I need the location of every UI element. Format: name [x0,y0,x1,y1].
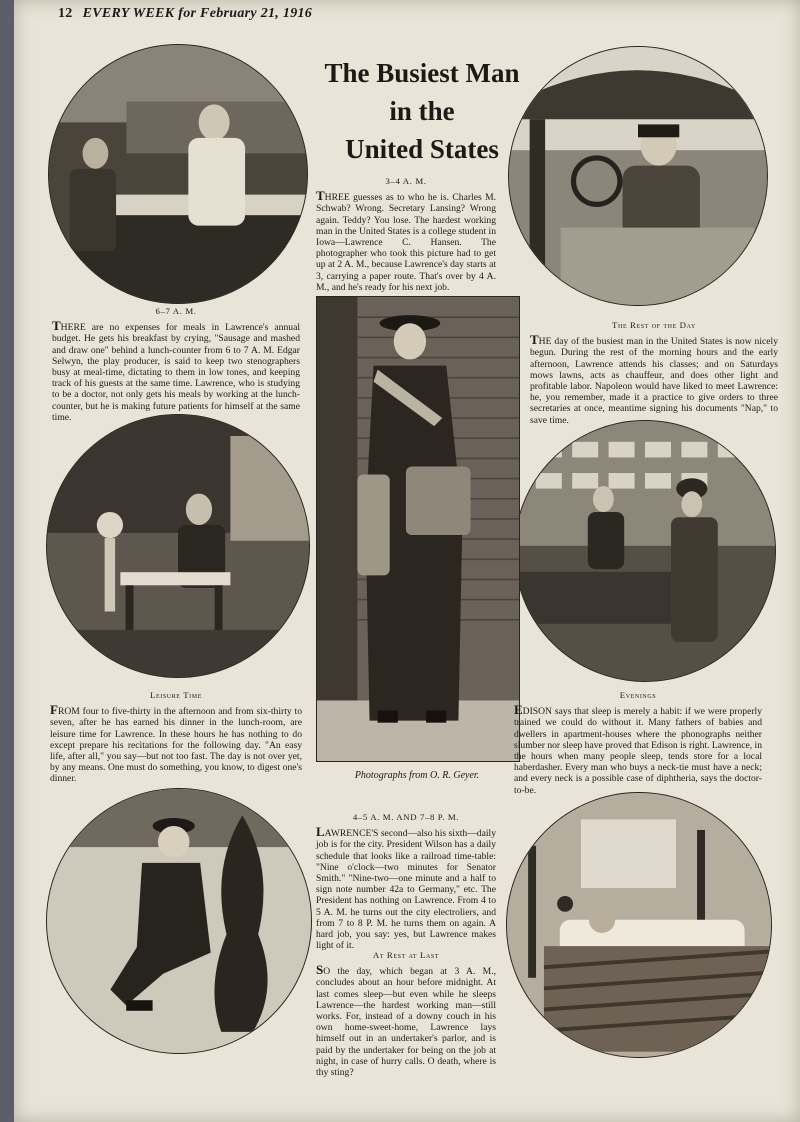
photo-electrolier [46,788,312,1054]
article-title [302,54,542,168]
section-intro [316,176,496,293]
running-header [58,6,312,22]
section-morning-text: THERE are no expenses for meals in Lawrence's annual budget. He gets his breakfast by crying, "Sausage and mashed and draw one" behind a lunch-counter from 6 to 7 A. M. Edgar Selwyn, the play producer, is said to keep two stenographers busy at meal-time, dictating to them in low tones, and keeping track of his guests at the same time. Lawrence, who is studying to be a doctor, not only gets his meals by working at the lunch-counter, but he is making future patients for himself at the same time. [52,318,300,423]
photo-chauffeur [508,46,768,306]
section-evenings [514,690,762,796]
section-late [316,812,496,951]
section-rest-of-day [530,320,778,426]
photo-paper-carrier [316,296,520,762]
section-rest-of-day-heading: The Rest of the Day [612,320,696,330]
running-title: EVERY WEEK for February 21, 1916 [82,6,313,21]
photo-lunch-counter [48,44,308,304]
section-late-heading: 4–5 A. M. AND 7–8 P. M. [352,812,460,822]
title-line-3: United States [345,134,499,164]
magazine-page [14,0,800,1122]
section-rest-of-day-text: THE day of the busiest man in the United States is now nicely begun. During the rest of the morning hours and the early afternoon, Lawrence attends his classes; and on Saturdays mows lawns, acts as chauffeur, and does other light and profitable labor. Napoleon would have liked to meet Lawrence: he, you remember, made it a practice to give orders to three secretaries at once, meantime signing his documents "Nap," to save time. [530,332,778,426]
section-late-text: LAWRENCE'S second—also his sixth—daily job is for the city. President Wilson has a daily schedule that looks like a railroad time-table: "Nine o'clock—two minutes for Senator Smith." "Nine-two—one minute and a half to sign note number 42a to Germany," etc. The President has nothing on Lawrence. From 4 to 5 A. M. he turns out the city electroliers, and from 7 to 8 P. M. he turns them on again. A hard job, you say: yes, but Lawrence makes light of it. [316,824,496,952]
section-intro-heading: 3–4 A. M. [385,176,427,186]
photo-credit: Photographs from O. R. Geyer. [354,770,480,781]
title-line-2: in the [389,96,455,126]
photo-leisure-study [46,414,310,678]
section-evenings-heading: Evenings [619,690,657,700]
section-evenings-text: EDISON says that sleep is merely a habit: if we were properly trained we could do without it. Many fathers of babies and dwellers in apartment-houses where the phonographs neither slumber nor sleep have proved that Edison is right. Lawrence, in the hours when many people sleep, tends store for a local haberdasher. Every man who buys a neck-tie must have a neck; and every neck is a possible case of diphtheria, says the doctor-to-be. [514,702,762,796]
section-intro-text: THREE guesses as to who he is. Charles M. Schwab? Wrong. Secretary Lansing? Wrong again. Teddy? You lose. The hardest working man in the United States is a college student in Iowa—Lawrence C. Hansen. The photographer who took this picture had to get up at 2 A. M., because Lawrence's day starts at 3, carrying a paper route. That's over by 4 A. M., and he's ready for his next job. [316,188,496,293]
section-leisure [50,690,302,785]
section-at-rest-heading: At Rest at Last [372,950,440,960]
photo-haberdasher [514,420,776,682]
photo-sleeping [506,792,772,1058]
section-morning-heading: 6–7 A. M. [155,306,197,316]
section-at-rest [316,950,496,1078]
page-number: 12 [58,6,73,21]
section-at-rest-text: SO the day, which began at 3 A. M., concludes about an hour before midnight. At last comes sleep—but even while he sleeps Lawrence—the hardest working man—still works. For, instead of a downy couch in his own home-sweet-home, Lawrence lays himself out in an undertaker's parlor, and is paid by the undertaker for being on the job at night, in case of hurry calls. O death, where is thy sting? [316,962,496,1079]
title-line-1: The Busiest Man [324,58,520,88]
section-leisure-heading: Leisure Time [150,690,202,700]
section-morning [52,306,300,423]
section-leisure-text: FROM four to five-thirty in the afternoon and from six-thirty to seven, after he has earned his dinner in the lunch-room, are leisure time for Lawrence. In these hours he has nothing to do except prepare his recitations for the following day. "An easy life, after all," you say—but not too fast. The day is not over yet, by any means. One must do something, you know, to digest one's dinner. [50,702,302,785]
